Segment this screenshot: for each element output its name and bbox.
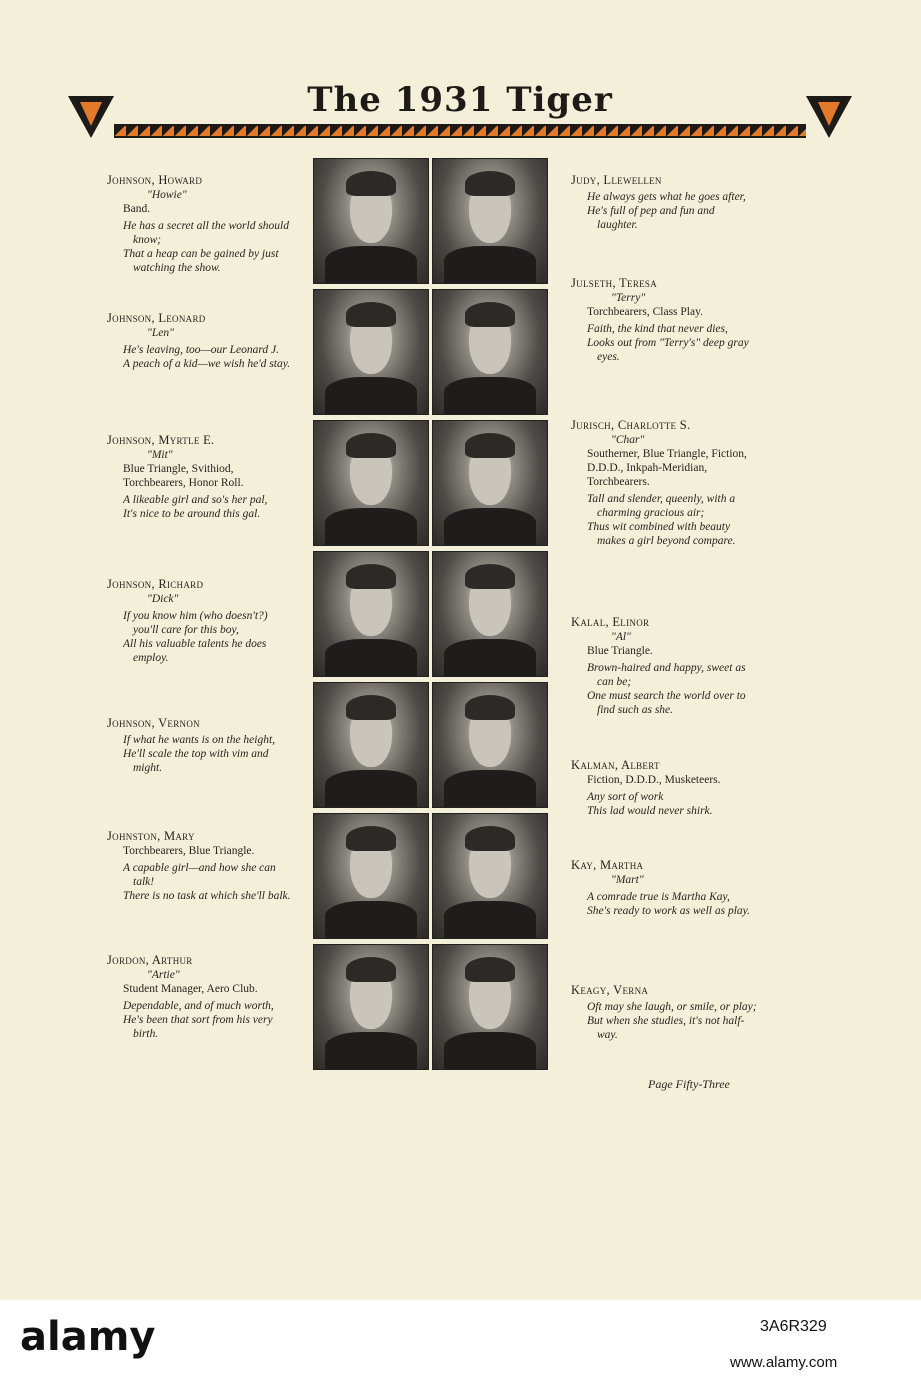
verse-line: A capable girl—and how she can talk! (123, 862, 276, 888)
student-nickname: "Al" (611, 631, 631, 643)
student-activities: Fiction, D.D.D., Musketeers. (587, 774, 721, 786)
stock-footer (0, 1300, 921, 1390)
student-name: Johnson, Myrtle E. (107, 433, 215, 447)
student-name: Kalman, Albert (571, 758, 660, 772)
student-name: Johnson, Leonard (107, 311, 206, 325)
verse-line: He has a secret all the world should know; (123, 220, 289, 246)
student-entry (571, 276, 757, 364)
portrait-photo (313, 551, 429, 677)
student-verse (571, 190, 757, 232)
student-name: Johnston, Mary (107, 829, 195, 843)
verse-line: He's leaving, too—our Leonard J. (123, 344, 279, 356)
tiger-emblem-right (806, 96, 852, 138)
verse-line: He'll scale the top with vim and might. (123, 748, 269, 774)
student-activities: Torchbearers, Class Play. (587, 306, 703, 318)
portrait-photo (313, 682, 429, 808)
student-activities: Southerner, Blue Triangle, Fiction, D.D.D., Inkpah-Meridian, Torchbearers. (587, 448, 747, 488)
page-number: Page Fifty-Three (648, 1077, 730, 1091)
portrait-photo (432, 682, 548, 808)
verse-line: Any sort of work (587, 791, 664, 803)
student-nickname: "Howie" (147, 189, 187, 201)
verse-line: But when she studies, it's not half-way. (587, 1015, 745, 1041)
student-name: Johnson, Richard (107, 577, 204, 591)
verse-line: He's been that sort from his very birth. (123, 1014, 273, 1040)
portrait-photo (313, 289, 429, 415)
verse-line: If you know him (who doesn't?) you'll care for this boy, (123, 610, 268, 636)
student-entry (571, 758, 757, 818)
student-activities: Blue Triangle, Svithiod, Torchbearers, Honor Roll. (123, 463, 244, 489)
decorative-banner (114, 124, 806, 138)
alamy-logo: alamy (20, 1314, 156, 1360)
verse-line: There is no task at which she'll balk. (123, 890, 291, 902)
verse-line: A comrade true is Martha Kay, (587, 891, 730, 903)
student-activities: Student Manager, Aero Club. (123, 983, 258, 995)
student-name: Julseth, Teresa (571, 276, 658, 290)
student-name: Johnson, Vernon (107, 716, 200, 730)
verse-line: Oft may she laugh, or smile, or play; (587, 1001, 757, 1013)
verse-line: Looks out from "Terry's" deep gray eyes. (587, 337, 749, 363)
student-entry (107, 311, 293, 371)
student-nickname: "Mit" (147, 449, 173, 461)
student-name: Kay, Martha (571, 858, 644, 872)
verse-line: She's ready to work as well as play. (587, 905, 751, 917)
portrait-photo (432, 420, 548, 546)
student-verse (107, 219, 293, 275)
page-header (60, 80, 860, 138)
portrait-photo (432, 158, 548, 284)
student-verse (107, 609, 293, 665)
student-entry (571, 615, 757, 717)
verse-line: Dependable, and of much worth, (123, 1000, 274, 1012)
site-url: www.alamy.com (730, 1354, 838, 1371)
verse-line: All his valuable talents he does employ. (123, 638, 267, 664)
portrait-photo (313, 944, 429, 1070)
verse-line: This lad would never shirk. (587, 805, 713, 817)
student-name: Kalal, Elinor (571, 615, 650, 629)
student-entry (571, 858, 757, 918)
student-verse (571, 661, 757, 717)
student-verse (571, 322, 757, 364)
student-verse (107, 861, 293, 903)
verse-line: A peach of a kid—we wish he'd stay. (123, 358, 291, 370)
student-verse (571, 890, 757, 918)
student-entry (571, 983, 757, 1042)
student-nickname: "Artie" (147, 969, 180, 981)
student-nickname: "Char" (611, 434, 645, 446)
portrait-photo (432, 944, 548, 1070)
student-entry (107, 173, 293, 275)
verse-line: Brown-haired and happy, sweet as can be; (587, 662, 746, 688)
verse-line: Faith, the kind that never dies, (587, 323, 728, 335)
student-verse (571, 790, 757, 818)
verse-line: One must search the world over to find such as she. (587, 690, 746, 716)
student-nickname: "Mart" (611, 874, 644, 886)
student-entry (107, 953, 293, 1041)
student-entry (571, 418, 757, 548)
student-entry (571, 173, 757, 232)
verse-line: It's nice to be around this gal. (123, 508, 261, 520)
student-activities: Torchbearers, Blue Triangle. (123, 845, 255, 857)
image-id: 3A6R329 (760, 1318, 827, 1335)
portrait-photo (432, 813, 548, 939)
student-verse (107, 343, 293, 371)
verse-line: That a heap can be gained by just watching the show. (123, 248, 279, 274)
student-name: Judy, Llewellen (571, 173, 662, 187)
portrait-photo (313, 158, 429, 284)
student-verse (107, 733, 293, 775)
portrait-photo (432, 551, 548, 677)
portrait-photo (313, 813, 429, 939)
verse-line: He always gets what he goes after, (587, 191, 746, 203)
student-verse (107, 493, 293, 521)
student-entry (107, 829, 293, 903)
verse-line: A likeable girl and so's her pal, (123, 494, 268, 506)
student-entry (107, 716, 293, 775)
verse-line: Tall and slender, queenly, with a charming gracious air; (587, 493, 736, 519)
student-activities: Blue Triangle. (587, 645, 653, 657)
student-name: Keagy, Verna (571, 983, 649, 997)
student-nickname: "Terry" (611, 292, 646, 304)
student-entry (107, 433, 293, 521)
student-activities: Band. (123, 203, 151, 215)
student-nickname: "Dick" (147, 593, 179, 605)
page-title: The 1931 Tiger (307, 80, 613, 120)
student-entry (107, 577, 293, 665)
student-verse (571, 492, 757, 548)
verse-line: He's full of pep and fun and laughter. (587, 205, 715, 231)
portrait-photo (432, 289, 548, 415)
student-name: Jurisch, Charlotte S. (571, 418, 691, 432)
verse-line: If what he wants is on the height, (123, 734, 276, 746)
portrait-photo (313, 420, 429, 546)
student-name: Jordon, Arthur (107, 953, 193, 967)
student-verse (107, 999, 293, 1041)
student-nickname: "Len" (147, 327, 174, 339)
verse-line: Thus wit combined with beauty makes a girl beyond compare. (587, 521, 736, 547)
student-verse (571, 1000, 757, 1042)
student-name: Johnson, Howard (107, 173, 203, 187)
